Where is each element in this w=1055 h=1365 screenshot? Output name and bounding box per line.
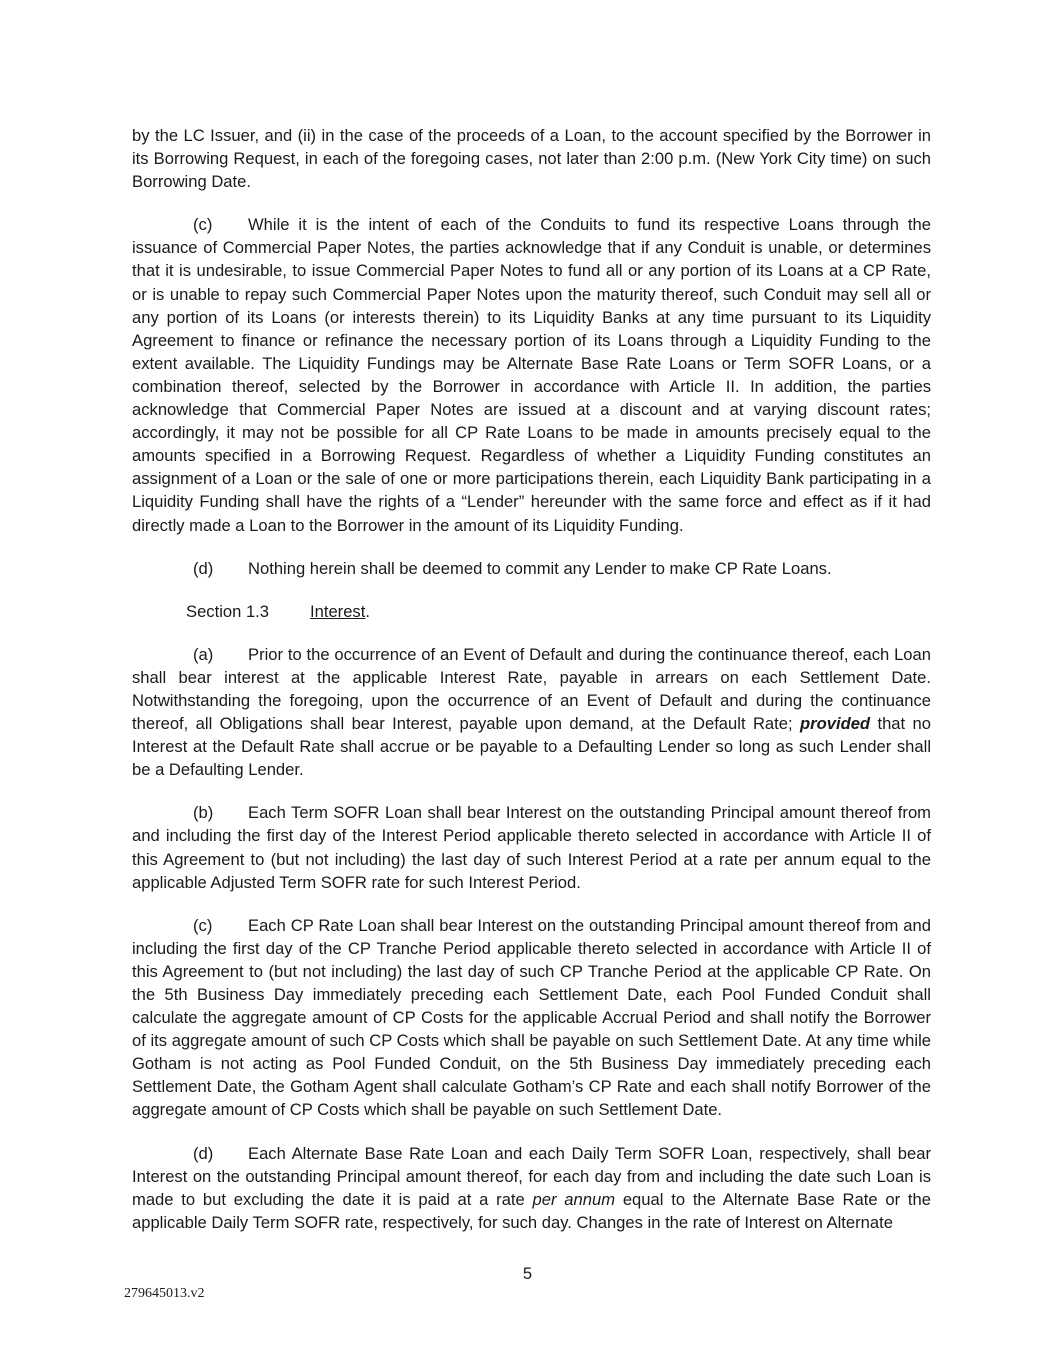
paragraph-label: (d) (193, 558, 214, 578)
section-heading (186, 600, 931, 623)
paragraph-text: Each Term SOFR Loan shall bear Interest on the outstanding Principal amount thereof from and including the first day of the Interest Period applicable thereto selected in accordance with Article II of this Agreement to (but not including) the last day of such Interest Period at a rate per annum equal to the applicable Adjusted Term SOFR rate for such Interest Period. (132, 803, 931, 892)
paragraph-text: Prior to the occurrence of an Event of Default and during the continuance thereof, each Loan shall bear interest at the applicable Interest Rate, payable in arrears on each Settlement Date. Notwithstanding the foregoing, upon the occurrence of an Event of Default and during the continuance thereof, all Obligations shall bear Interest, payable upon demand, at the Default Rate; (132, 644, 931, 734)
paragraph-1-3-b (132, 801, 931, 893)
paragraph-1-3-d (132, 1142, 931, 1234)
section-title: Interest (310, 601, 366, 621)
paragraph-text-continued: that no Interest at the Default Rate shall accrue or be payable to a Defaulting Lender so long as such Lender shall be a Defaulting Lender. (132, 714, 931, 780)
paragraph-text: While it is the intent of each of the Conduits to fund its respective Loans through the issuance of Commercial Paper Notes, the parties acknowledge that if any Conduit is unable, or determines that it is undesirable, to issue Commercial Paper Notes to fund all or any portion of its Loans at a CP Rate, or is unable to repay such Commercial Paper Notes upon the maturity thereof, such Conduit may sell all or any portion of its Loans (or interests therein) to its Liquidity Banks at any time pursuant to its Liquidity Agreement to finance or refinance the necessary portion of its Loans through a Liquidity Funding to the extent available. The Liquidity Fundings may be Alternate Base Rate Loans or Term SOFR Loans, or a combination thereof, selected by the Borrower in accordance with Article II. In addition, the parties acknowledge that Commercial Paper Notes are issued at a discount and at varying discount rates; accordingly, it may not be possible for all CP Rate Loans to be made in amounts precisely equal to the amounts specified in a Borrowing Request. Regardless of whether a Liquidity Funding constitutes an assignment of a Loan or the sale of one or more participations therein, each Liquidity Bank participating in a Liquidity Funding shall have the rights of a “Lender” hereunder with the same force and effect as if it had directly made a Loan to the Borrower in the amount of its Liquidity Funding. (132, 215, 931, 535)
provided-emphasis: provided (800, 714, 871, 734)
per-annum-emphasis: per annum (532, 1189, 616, 1209)
paragraph-text: Each Alternate Base Rate Loan and each Daily Term SOFR Loan, respectively, shall bear Interest on the outstanding Principal amount thereof, for each day from and including the date such Loan is made to but excluding the date it is paid at a rate (132, 1143, 931, 1209)
continuation-paragraph: by the LC Issuer, and (ii) in the case of the proceeds of a Loan, to the account specified by the Borrower in its Borrowing Request, in each of the foregoing cases, not later than 2:00 p.m. (New York City time) on such Borrowing Date. (132, 126, 931, 192)
paragraph-text-continued: equal to the Alternate Base Rate or the applicable Daily Term SOFR rate, respectively, for such day. Changes in the rate of Interest on Alternate (132, 1189, 931, 1232)
paragraph-1-2-d (132, 557, 931, 580)
paragraph-label: (c) (193, 915, 213, 935)
paragraph-1-2-c (132, 213, 931, 536)
page-number: 5 (522, 1264, 533, 1283)
paragraph-text: Each CP Rate Loan shall bear Interest on the outstanding Principal amount thereof from and including the first day of the CP Tranche Period applicable thereto selected in accordance with Article II of this Agreement to (but not including) the last day of such CP Tranche Period at the applicable CP Rate. On the 5th Business Day immediately preceding each Settlement Date, each Pool Funded Conduit shall calculate the aggregate amount of CP Costs for the applicable Accrual Period and shall notify the Borrower of its aggregate amount of such CP Costs which shall be payable on such Settlement Date. At any time while Gotham is not acting as Pool Funded Conduit, on the 5th Business Day immediately preceding each Settlement Date, the Gotham Agent shall calculate Gotham’s CP Rate and each shall notify Borrower of the aggregate amount of CP Costs which shall be payable on such Settlement Date. (132, 915, 931, 1120)
paragraph-label: (d) (193, 1143, 214, 1163)
section-number: Section 1.3 (186, 601, 270, 621)
document-id: 279645013.v2 (124, 1286, 205, 1301)
paragraph-1-3-c (132, 914, 931, 1122)
paragraph-1-3-a (132, 643, 931, 782)
document-page (132, 124, 931, 1254)
paragraph-label: (c) (193, 215, 213, 235)
paragraph-label: (a) (193, 644, 214, 664)
paragraph-text: Nothing herein shall be deemed to commit any Lender to make CP Rate Loans. (248, 558, 832, 578)
paragraph-label: (b) (193, 803, 214, 823)
section-title-period: . (365, 601, 370, 621)
